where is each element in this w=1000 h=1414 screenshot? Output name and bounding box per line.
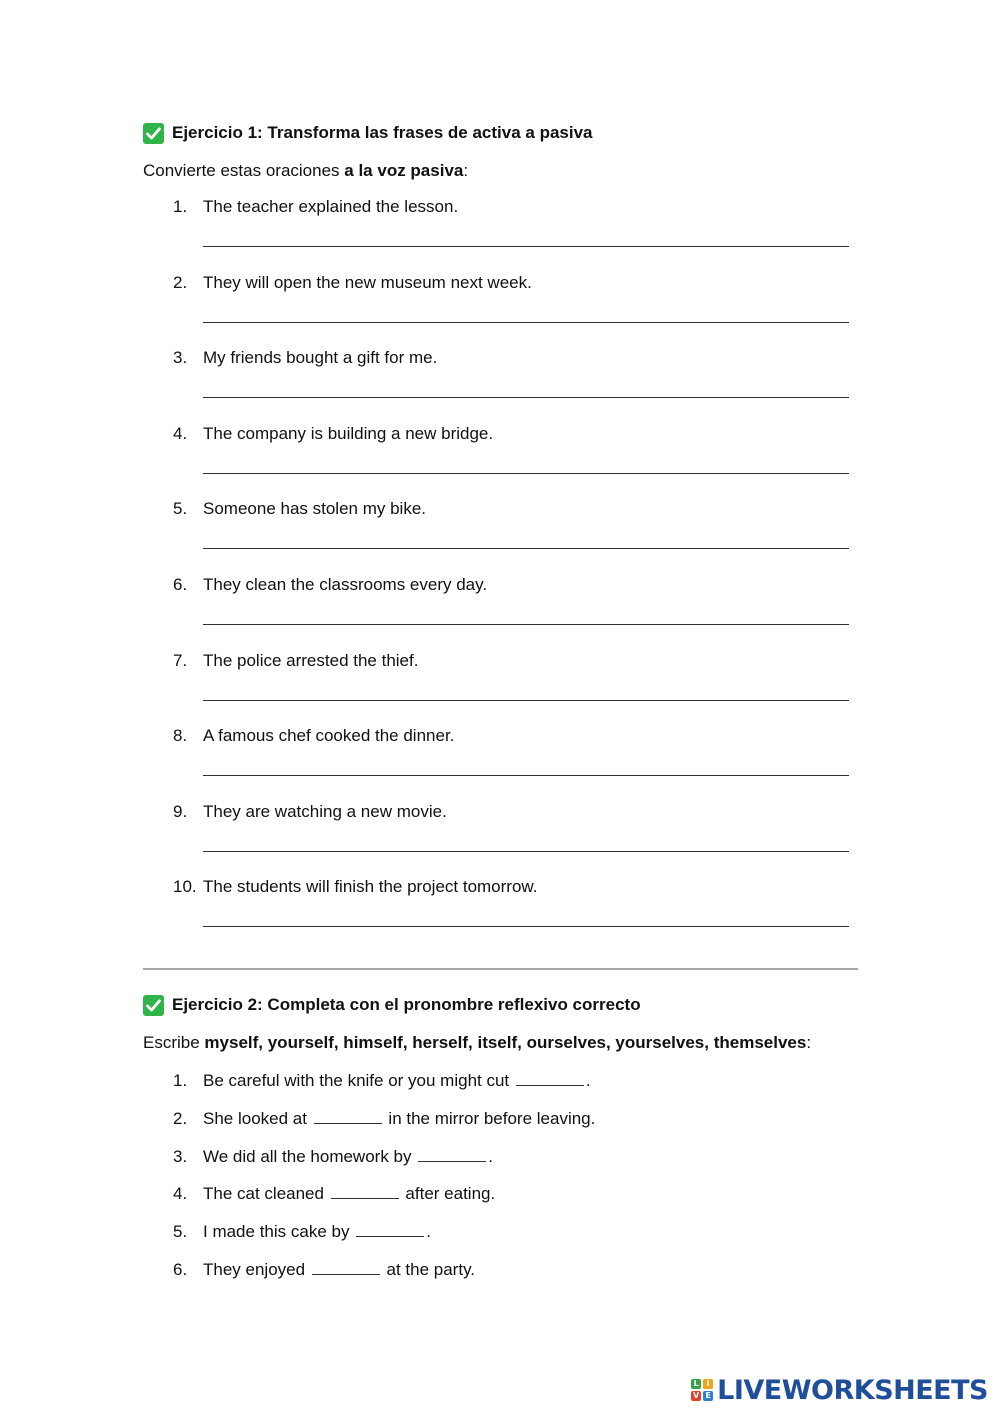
item-number: 5. bbox=[173, 499, 188, 519]
exercise-1-section bbox=[143, 118, 858, 950]
answer-line[interactable] bbox=[203, 775, 849, 776]
sentence-text bbox=[203, 1257, 475, 1283]
sentence-after-blank: in the mirror before leaving. bbox=[383, 1108, 596, 1128]
item-number: 10. bbox=[173, 877, 197, 897]
logo-block: I bbox=[703, 1379, 713, 1389]
exercise-1-item bbox=[143, 648, 858, 724]
exercise-2-section bbox=[143, 990, 858, 1295]
answer-line[interactable] bbox=[203, 851, 849, 852]
check-mark-icon bbox=[143, 123, 164, 144]
item-number: 8. bbox=[173, 726, 188, 746]
item-number: 3. bbox=[173, 1146, 188, 1166]
sentence-text bbox=[203, 1181, 495, 1207]
item-number: 1. bbox=[173, 1071, 188, 1090]
instructions-prefix: Escribe bbox=[143, 1033, 205, 1052]
answer-line[interactable] bbox=[203, 926, 849, 927]
sentence-text: The teacher explained the lesson. bbox=[203, 197, 459, 216]
sentence-before-blank: The cat cleaned bbox=[203, 1184, 329, 1204]
exercise-1-item bbox=[143, 270, 858, 346]
fill-in-blank[interactable] bbox=[516, 1071, 584, 1086]
item-number: 4. bbox=[173, 423, 188, 443]
sentence-after-blank: at the party. bbox=[381, 1259, 476, 1279]
item-number: 5. bbox=[173, 1222, 188, 1242]
liveworksheets-logo bbox=[691, 1372, 988, 1408]
exercise-2-item bbox=[143, 1219, 858, 1257]
fill-in-blank[interactable] bbox=[312, 1260, 380, 1275]
exercise-1-item bbox=[143, 194, 858, 270]
logo-block: V bbox=[693, 1391, 700, 1400]
exercise-1-list bbox=[143, 194, 858, 950]
instructions-bold: myself, yourself, himself, herself, itself, ourselves, yourselves, themselves bbox=[204, 1033, 807, 1052]
sentence-text: A famous chef cooked the dinner. bbox=[203, 726, 455, 746]
exercise-1-item bbox=[143, 345, 858, 421]
instructions-suffix: : bbox=[463, 161, 469, 180]
item-number: 1. bbox=[173, 197, 188, 216]
sentence-text bbox=[203, 1219, 431, 1245]
sentence-text: They clean the classrooms every day. bbox=[203, 574, 488, 594]
sentence-after-blank: . bbox=[585, 1071, 591, 1090]
sentence-before-blank: They enjoyed bbox=[203, 1259, 310, 1279]
exercise-1-item bbox=[143, 421, 858, 497]
logo-text: LIVEWORKSHEETS bbox=[717, 1374, 988, 1406]
answer-line[interactable] bbox=[203, 246, 849, 247]
exercise-1-item bbox=[143, 799, 858, 875]
sentence-before-blank: I made this cake by bbox=[203, 1222, 355, 1242]
item-number: 4. bbox=[173, 1184, 188, 1204]
sentence-text bbox=[203, 1106, 595, 1132]
sentence-before-blank: Be careful with the knife or you might cut bbox=[203, 1071, 514, 1090]
sentence-after-blank: . bbox=[488, 1146, 493, 1166]
exercise-2-item bbox=[143, 1068, 858, 1106]
exercise-1-title bbox=[143, 118, 858, 148]
item-number: 6. bbox=[173, 574, 188, 594]
sentence-after-blank: after eating. bbox=[400, 1184, 496, 1204]
logo-block: E bbox=[703, 1391, 713, 1401]
exercise-2-title-text: Ejercicio 2: Completa con el pronombre reflexivo correcto bbox=[172, 995, 641, 1014]
exercise-1-item bbox=[143, 723, 858, 799]
liveworksheets-logo-icon bbox=[691, 1379, 713, 1401]
sentence-text bbox=[203, 1144, 493, 1170]
item-number: 2. bbox=[173, 272, 188, 292]
answer-line[interactable] bbox=[203, 473, 849, 474]
answer-line[interactable] bbox=[203, 322, 849, 323]
sentence-text: They are watching a new movie. bbox=[203, 801, 447, 821]
fill-in-blank[interactable] bbox=[331, 1184, 399, 1199]
exercise-2-item bbox=[143, 1106, 858, 1144]
instructions-prefix: Convierte estas oraciones bbox=[143, 161, 345, 180]
item-number: 3. bbox=[173, 348, 188, 368]
sentence-text bbox=[203, 1068, 591, 1094]
item-number: 6. bbox=[173, 1259, 188, 1279]
exercise-2-list bbox=[143, 1068, 858, 1295]
exercise-1-title-text: Ejercicio 1: Transforma las frases de activa a pasiva bbox=[172, 123, 593, 142]
exercise-1-instructions bbox=[143, 158, 858, 184]
sentence-text: The company is building a new bridge. bbox=[203, 423, 494, 443]
exercise-2-item bbox=[143, 1257, 858, 1295]
sentence-text: The police arrested the thief. bbox=[203, 650, 419, 670]
exercise-1-item bbox=[143, 496, 858, 572]
instructions-bold: a la voz pasiva bbox=[344, 161, 464, 180]
sentence-text: My friends bought a gift for me. bbox=[203, 348, 438, 368]
answer-line[interactable] bbox=[203, 397, 849, 398]
logo-block: L bbox=[691, 1379, 701, 1389]
fill-in-blank[interactable] bbox=[314, 1109, 382, 1124]
item-number: 7. bbox=[173, 650, 188, 670]
fill-in-blank[interactable] bbox=[356, 1222, 424, 1237]
answer-line[interactable] bbox=[203, 700, 849, 701]
sentence-after-blank: . bbox=[426, 1222, 431, 1242]
answer-line[interactable] bbox=[203, 548, 849, 549]
exercise-2-instructions bbox=[143, 1030, 858, 1056]
exercise-2-title bbox=[143, 990, 858, 1020]
section-divider bbox=[143, 968, 858, 970]
check-mark-icon bbox=[143, 995, 164, 1016]
sentence-text: They will open the new museum next week. bbox=[203, 272, 532, 292]
item-number: 9. bbox=[173, 801, 188, 821]
exercise-2-item bbox=[143, 1144, 858, 1182]
sentence-before-blank: We did all the homework by bbox=[203, 1146, 417, 1166]
sentence-text: Someone has stolen my bike. bbox=[203, 499, 427, 519]
sentence-text: The students will finish the project tomorrow. bbox=[203, 877, 538, 897]
instructions-suffix: : bbox=[806, 1033, 812, 1052]
exercise-2-item bbox=[143, 1181, 858, 1219]
sentence-before-blank: She looked at bbox=[203, 1108, 312, 1128]
exercise-1-item bbox=[143, 874, 858, 950]
exercise-1-item bbox=[143, 572, 858, 648]
answer-line[interactable] bbox=[203, 624, 849, 625]
fill-in-blank[interactable] bbox=[418, 1147, 486, 1162]
item-number: 2. bbox=[173, 1108, 188, 1128]
